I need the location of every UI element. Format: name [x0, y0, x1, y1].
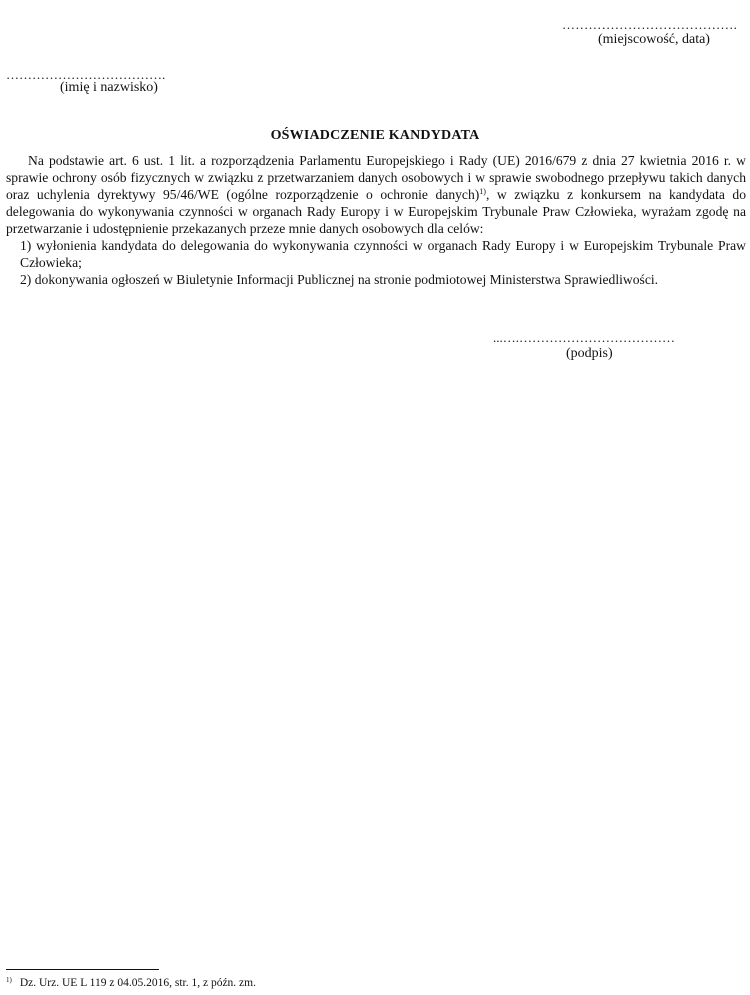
footnote [6, 977, 256, 989]
footnote-divider [6, 969, 159, 970]
footnote-reference: 1) [479, 187, 486, 196]
footnote-marker: 1) [6, 976, 12, 984]
purpose-list-item: 1) wyłonienia kandydata do delegowania do wykonywania czynności w organach Rady Europy i w Europejskim Trybunale Praw Człowieka; [20, 238, 746, 270]
place-date-line: …………………………………. [562, 17, 738, 32]
signature-line: ...….……………………………… [493, 330, 675, 345]
purpose-list-item: 2) dokonywania ogłoszeń w Biuletynie Informacji Publicznej na stronie podmiotowej Ministerstwa Sprawiedliwości. [20, 272, 659, 287]
place-date-label: (miejscowość, data) [598, 32, 710, 47]
full-name-label: (imię i nazwisko) [60, 80, 158, 95]
footnote-text: Dz. Urz. UE L 119 z 04.05.2016, str. 1, z późn. zm. [19, 977, 256, 989]
declaration-text-part2: , w związku z konkursem na kandydata do delegowania do wykonywania czynności w organach Rady Europy i w Europejskim Trybunale Praw Człowieka, wyrażam zgodę na przetwarzanie i udostępnienie przekazanych przeze mnie danych osobowych dla celów: [6, 187, 746, 236]
declaration-paragraph [6, 152, 746, 237]
declaration-text-part1: Na podstawie art. 6 ust. 1 lit. a rozporządzenia Parlamentu Europejskiego i Rady (UE) 2016/679 z dnia 27 kwietnia 2016 r. w sprawie ochrony osób fizycznych w związku z przetwarzaniem danych osobowych i w sprawie swobodnego przepływu takich danych oraz uchylenia dyrektywy 95/46/WE (ogólne rozporządzenie o ochronie danych) [6, 153, 746, 202]
full-name-line: ………………………………. [6, 67, 166, 82]
declaration-body [6, 152, 746, 288]
signature-label: (podpis) [566, 346, 613, 361]
document-title: OŚWIADCZENIE KANDYDATA [270, 128, 480, 143]
